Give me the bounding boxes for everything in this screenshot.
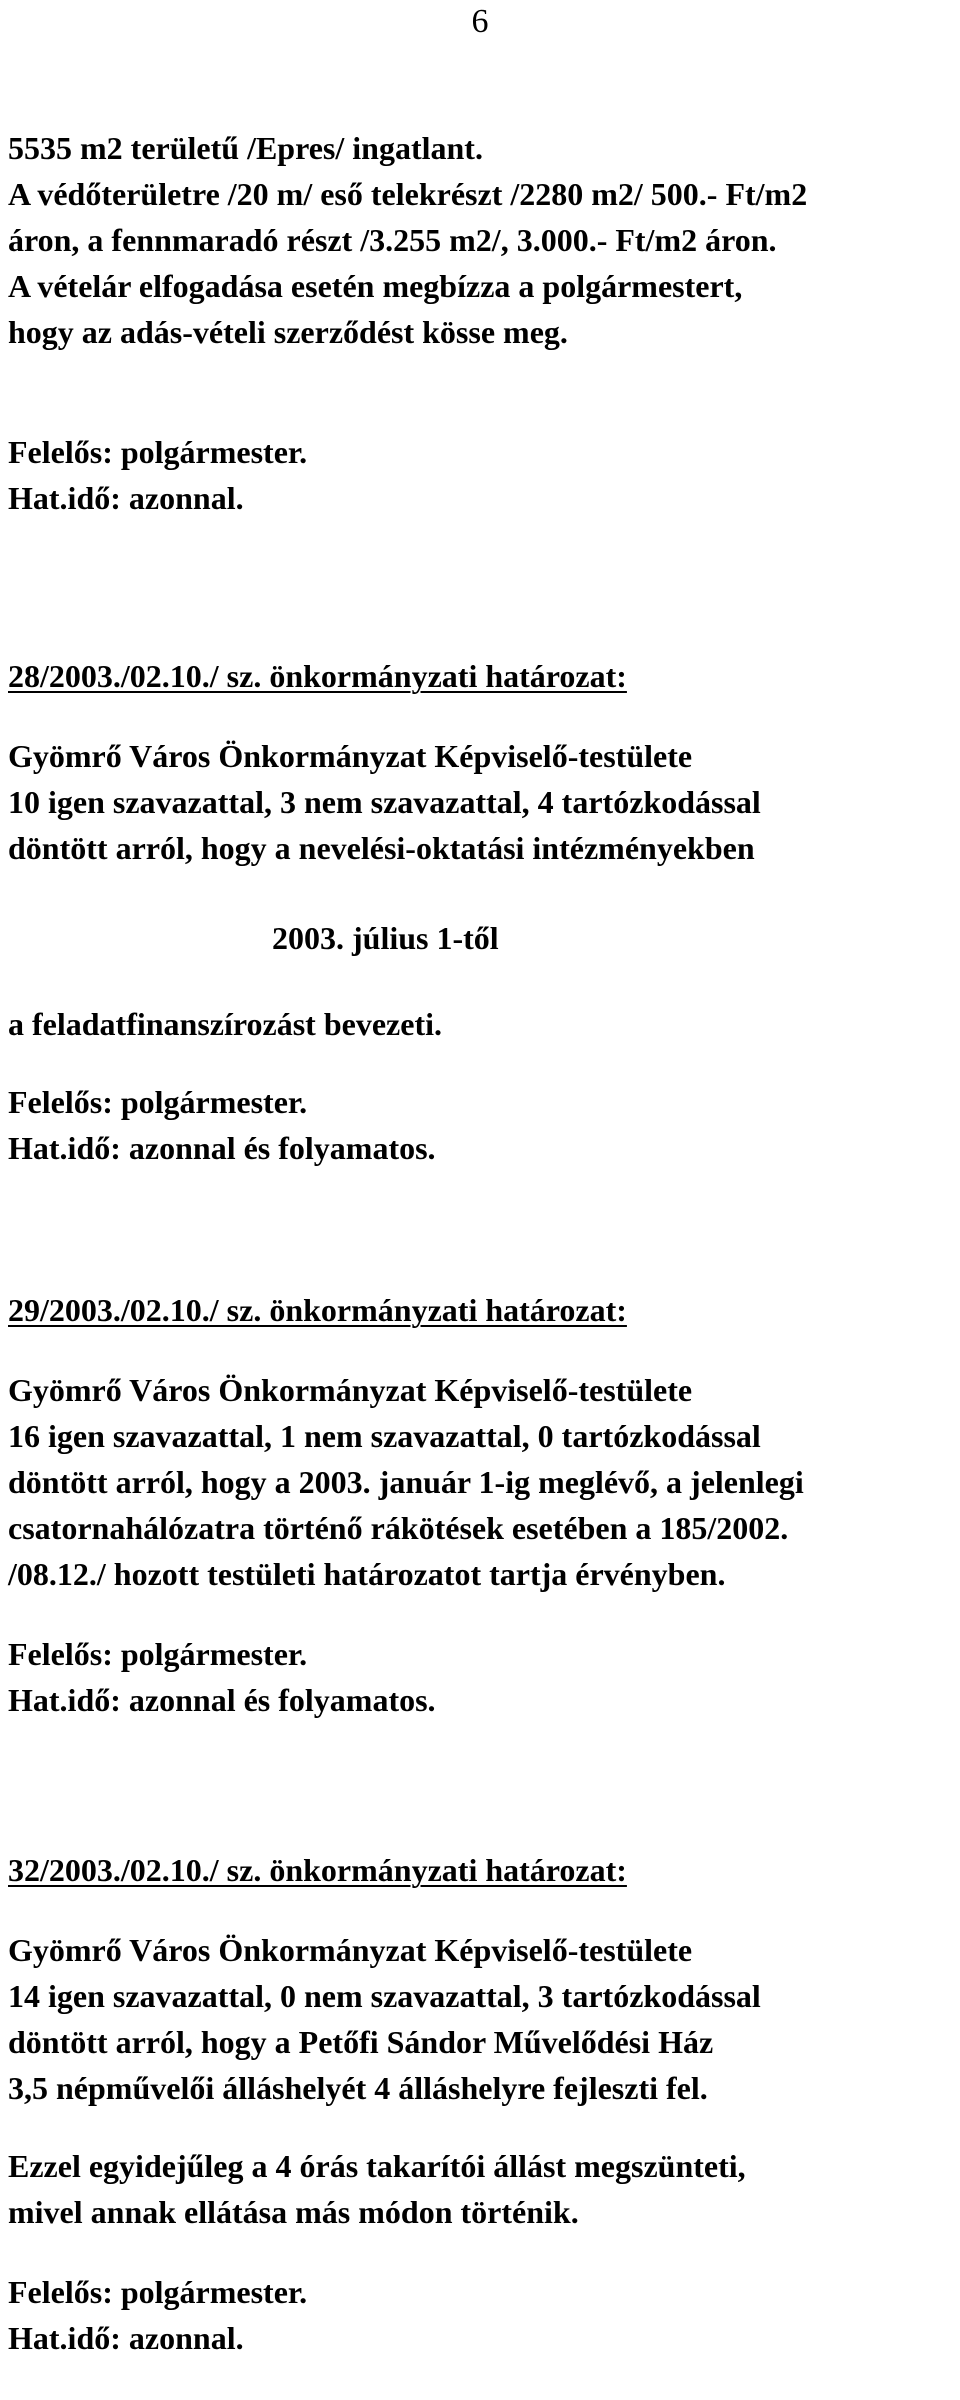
page-number: 6 [471, 3, 489, 40]
resolution-body-line: Gyömrő Város Önkormányzat Képviselő-testülete [8, 738, 693, 774]
resolution-body-line: Gyömrő Város Önkormányzat Képviselő-testülete [8, 1372, 693, 1408]
resolution-body-line: mivel annak ellátása más módon történik. [8, 2194, 579, 2230]
resolution-body-line: 14 igen szavazattal, 0 nem szavazattal, 3 tartózkodással [8, 1978, 761, 2014]
deadline-line: Hat.idő: azonnal. [8, 2320, 244, 2356]
resolution-body-line: döntött arról, hogy a nevelési-oktatási intézményekben [8, 830, 755, 866]
responsible-line: Felelős: polgármester. [8, 2274, 308, 2310]
responsible-line: Felelős: polgármester. [8, 1084, 308, 1120]
resolution-body-line: 3,5 népművelői álláshelyét 4 álláshelyre fejleszti fel. [8, 2070, 708, 2106]
resolution-body-line: Ezzel egyidejűleg a 4 órás takarítói állást megszünteti, [8, 2148, 746, 2184]
resolution-body-line: /08.12./ hozott testületi határozatot tartja érvényben. [8, 1556, 726, 1592]
intro-line: áron, a fennmaradó részt /3.255 m2/, 3.000.- Ft/m2 áron. [8, 222, 777, 258]
intro-line: A védőterületre /20 m/ eső telekrészt /2280 m2/ 500.- Ft/m2 [8, 176, 808, 212]
responsible-line: Felelős: polgármester. [8, 434, 308, 470]
resolution-body-line: Gyömrő Város Önkormányzat Képviselő-testülete [8, 1932, 693, 1968]
resolution-body-line: döntött arról, hogy a Petőfi Sándor Művelődési Ház [8, 2024, 714, 2060]
intro-line: A vételár elfogadása esetén megbízza a polgármestert, [8, 268, 743, 304]
deadline-line: Hat.idő: azonnal és folyamatos. [8, 1130, 436, 1166]
resolution-title: 29/2003./02.10./ sz. önkormányzati határozat: [8, 1292, 627, 1328]
resolution-body-line: csatornahálózatra történő rákötések esetében a 185/2002. [8, 1510, 789, 1546]
resolution-title: 28/2003./02.10./ sz. önkormányzati határozat: [8, 658, 627, 694]
intro-line: hogy az adás-vételi szerződést kösse meg. [8, 314, 568, 350]
deadline-line: Hat.idő: azonnal. [8, 480, 244, 516]
resolution-date-line: 2003. július 1-től [272, 920, 499, 956]
intro-line: 5535 m2 területű /Epres/ ingatlant. [8, 130, 483, 166]
responsible-line: Felelős: polgármester. [8, 1636, 308, 1672]
resolution-body-line: 16 igen szavazattal, 1 nem szavazattal, 0 tartózkodással [8, 1418, 761, 1454]
resolution-body-line: a feladatfinanszírozást bevezeti. [8, 1006, 442, 1042]
resolution-body-line: döntött arról, hogy a 2003. január 1-ig meglévő, a jelenlegi [8, 1464, 804, 1500]
resolution-title: 32/2003./02.10./ sz. önkormányzati határozat: [8, 1852, 627, 1888]
deadline-line: Hat.idő: azonnal és folyamatos. [8, 1682, 436, 1718]
resolution-body-line: 10 igen szavazattal, 3 nem szavazattal, 4 tartózkodással [8, 784, 761, 820]
